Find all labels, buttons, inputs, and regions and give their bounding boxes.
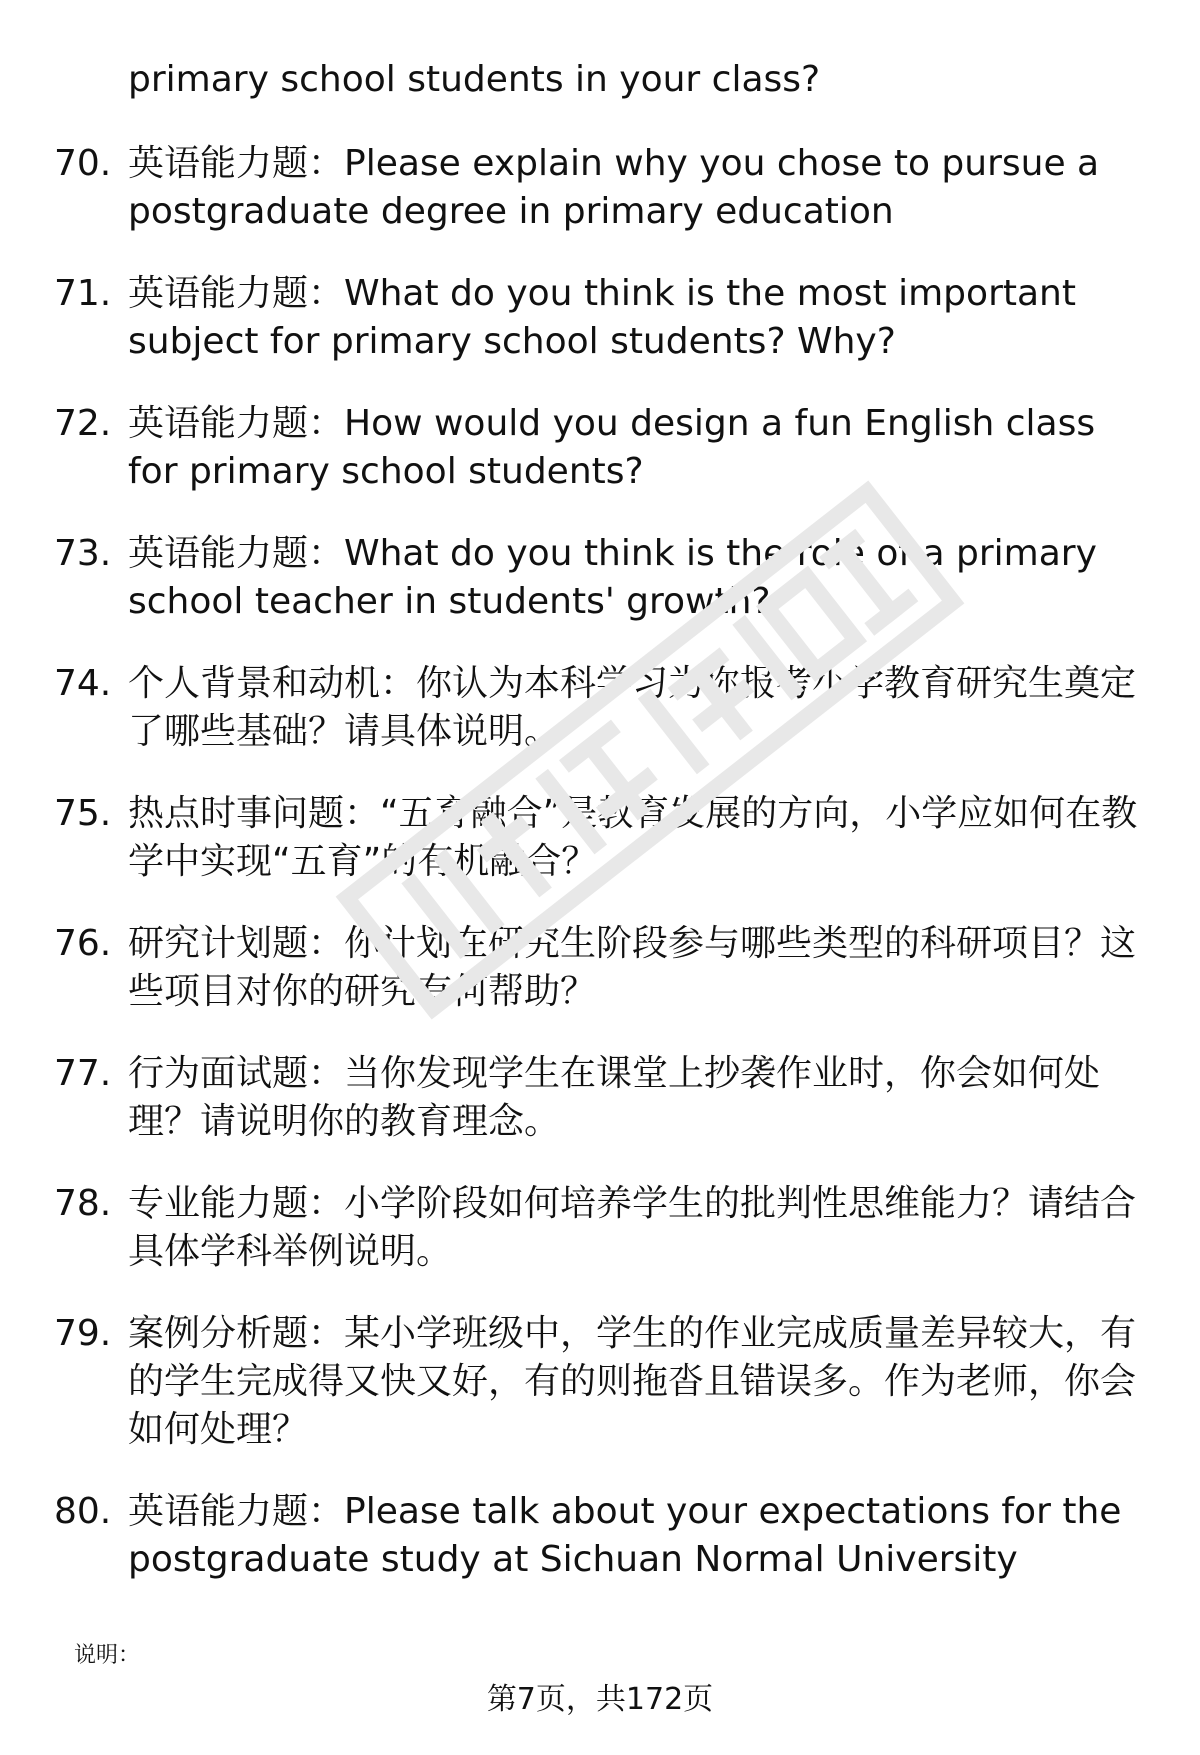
question-text: 行为面试题：当你发现学生在课堂上抄袭作业时，你会如何处理？请说明你的教育理念。: [128, 1053, 1101, 1142]
question-item: [0, 660, 1138, 756]
question-text: 英语能力题：Please explain why you chose to pursue a postgraduate degree in primary education: [128, 143, 1100, 232]
question-text: 英语能力题：What do you think is the role of a primary school teacher in students' growth?: [128, 533, 1097, 622]
question-item: [0, 790, 1138, 886]
question-number: 76.: [54, 923, 112, 964]
question-text: 个人背景和动机：你认为本科学习为你报考小学教育研究生奠定了哪些基础？请具体说明。: [128, 663, 1137, 752]
question-number: 79.: [54, 1313, 112, 1354]
question-text: 英语能力题：How would you design a fun English class for primary school students?: [128, 403, 1096, 492]
question-item: [0, 920, 1138, 1016]
question-text: 英语能力题：What do you think is the most important subject for primary school students? Why?: [128, 273, 1076, 362]
question-item: [0, 1310, 1138, 1454]
question-item: [0, 140, 1138, 236]
question-text: 热点时事问题：“五育融合”是教育发展的方向，小学应如何在教学中实现“五育”的有机融合？: [128, 793, 1138, 882]
question-number: 74.: [54, 663, 112, 704]
question-item: [0, 400, 1138, 496]
question-number: 70.: [54, 143, 112, 184]
question-number: 71.: [54, 273, 112, 314]
question-item: [0, 1180, 1138, 1276]
question-text: 案例分析题：某小学班级中，学生的作业完成质量差异较大，有的学生完成得又快又好，有的则拖沓且错误多。作为老师，你会如何处理？: [128, 1313, 1137, 1450]
question-list: [0, 140, 1200, 1618]
question-text: 英语能力题：Please talk about your expectations for the postgraduate study at Sichuan Normal University: [128, 1491, 1122, 1580]
question-text: 专业能力题：小学阶段如何培养学生的批判性思维能力？请结合具体学科举例说明。: [128, 1183, 1137, 1272]
question-number: 77.: [54, 1053, 112, 1094]
continued-question-text: primary school students in your class?: [128, 59, 821, 100]
question-item: [0, 1488, 1138, 1584]
question-item: [0, 270, 1138, 366]
question-number: 78.: [54, 1183, 112, 1224]
question-number: 73.: [54, 533, 112, 574]
question-number: 72.: [54, 403, 112, 444]
question-item: [0, 1050, 1138, 1146]
question-item: [0, 530, 1138, 626]
question-text: 研究计划题：你计划在研究生阶段参与哪些类型的科研项目？这些项目对你的研究有何帮助？: [128, 923, 1137, 1012]
question-number: 75.: [54, 793, 112, 834]
note-label: 说明：: [74, 1643, 141, 1668]
page-footer: 第7页，共172页: [486, 1682, 714, 1717]
question-number: 80.: [54, 1491, 112, 1532]
